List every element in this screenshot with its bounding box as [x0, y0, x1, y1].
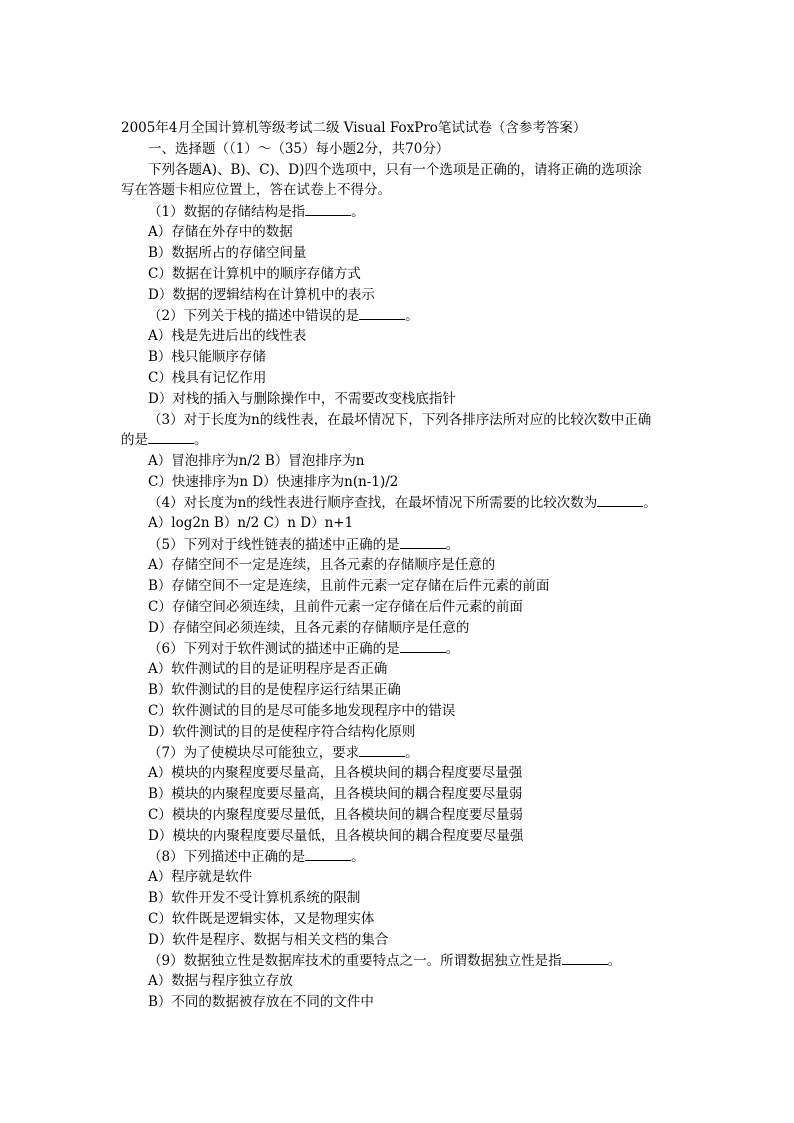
question-3-line-1: （3）对于长度为n的线性表，在最坏情况下，下列各排序法所对应的比较次数中正确	[148, 412, 652, 428]
option-1d: D）数据的逻辑结构在计算机中的表示	[148, 287, 375, 303]
question-7	[148, 743, 419, 763]
answer-blank	[400, 536, 446, 549]
question-text: （8）下列描述中正确的是	[148, 849, 306, 865]
question-text: （1）数据的存储结构是指	[148, 204, 306, 220]
end-mark: 。	[351, 849, 365, 865]
end-mark: 。	[405, 745, 419, 761]
answer-blank	[359, 744, 405, 757]
option-5d: D）存储空间必须连续，且各元素的存储顺序是任意的	[148, 620, 470, 636]
option-2d: D）对栈的插入与删除操作中，不需要改变栈底指针	[148, 391, 456, 407]
option-9a: A）数据与程序独立存放	[148, 973, 293, 989]
question-4	[148, 493, 657, 513]
option-5c: C）存储空间必须连续，且前件元素一定存储在后件元素的前面	[148, 599, 523, 615]
question-1	[148, 202, 365, 222]
option-3ab: A）冒泡排序为n/2 B）冒泡排序为n	[148, 453, 365, 469]
end-mark: 。	[405, 308, 419, 324]
question-text: （6）下列对于软件测试的描述中正确的是	[148, 641, 400, 657]
question-text: （5）下列对于线性链表的描述中正确的是	[148, 537, 400, 553]
question-text: （7）为了使模块尽可能独立，要求	[148, 745, 360, 761]
question-8	[148, 847, 365, 867]
answer-blank	[305, 848, 351, 861]
option-1b: B）数据所占的存储空间量	[148, 245, 307, 261]
option-7c: C）模块的内聚程度要尽量低，且各模块间的耦合程度要尽量弱	[148, 807, 523, 823]
option-6c: C）软件测试的目的是尽可能多地发现程序中的错误	[148, 703, 456, 719]
option-6b: B）软件测试的目的是使程序运行结果正确	[148, 682, 401, 698]
option-1c: C）数据在计算机中的顺序存储方式	[148, 266, 361, 282]
option-7b: B）模块的内聚程度要尽量高，且各模块间的耦合程度要尽量弱	[148, 786, 523, 802]
question-6	[148, 639, 459, 659]
instructions-line-1: 下列各题A)、B)、C)、D)四个选项中，只有一个选项是正确的，请将正确的选项涂	[148, 162, 642, 178]
answer-blank	[400, 640, 446, 653]
option-5b: B）存储空间不一定是连续，且前件元素一定存储在后件元素的前面	[148, 578, 550, 594]
option-2a: A）栈是先进后出的线性表	[148, 328, 307, 344]
exam-title: 2005年4月全国计算机等级考试二级 Visual FoxPro笔试试卷（含参考答案）	[121, 120, 587, 136]
question-5	[148, 535, 459, 555]
answer-blank	[597, 494, 643, 507]
question-text: （4）对长度为n的线性表进行顺序查找，在最坏情况下所需要的比较次数为	[148, 495, 598, 511]
option-2c: C）栈具有记忆作用	[148, 370, 267, 386]
answer-blank	[562, 952, 608, 965]
end-mark: 。	[643, 495, 657, 511]
answer-blank	[359, 307, 405, 320]
option-7a: A）模块的内聚程度要尽量高，且各模块间的耦合程度要尽量强	[148, 765, 523, 781]
option-9b: B）不同的数据被存放在不同的文件中	[148, 994, 374, 1010]
option-7d: D）模块的内聚程度要尽量低，且各模块间的耦合程度要尽量强	[148, 828, 524, 844]
answer-blank	[148, 431, 194, 444]
section-heading: 一、选择题（（1）～（35）每小题2分，共70分）	[148, 141, 450, 157]
end-mark: 。	[607, 953, 622, 969]
option-8b: B）软件开发不受计算机系统的限制	[148, 890, 361, 906]
option-6d: D）软件测试的目的是使程序符合结构化原则	[148, 724, 416, 740]
question-2	[148, 306, 419, 326]
option-8c: C）软件既是逻辑实体，又是物理实体	[148, 911, 375, 927]
option-3cd: C）快速排序为n D）快速排序为n(n-1)/2	[148, 474, 399, 490]
question-3-line-2	[121, 430, 208, 450]
option-6a: A）软件测试的目的是证明程序是否正确	[148, 661, 388, 677]
end-mark: 。	[194, 432, 208, 448]
option-8d: D）软件是程序、数据与相关文档的集合	[148, 932, 389, 948]
end-mark: 。	[351, 204, 365, 220]
end-mark: 。	[445, 641, 460, 657]
option-5a: A）存储空间不一定是连续，且各元素的存储顺序是任意的	[148, 557, 496, 573]
option-8a: A）程序就是软件	[148, 869, 253, 885]
instructions-line-2: 写在答题卡相应位置上，答在试卷上不得分。	[121, 182, 391, 198]
question-9	[148, 951, 621, 971]
question-text: （2）下列关于栈的描述中错误的是	[148, 308, 360, 324]
question-text: （9）数据独立性是数据库技术的重要特点之一。所谓数据独立性是指	[148, 953, 562, 969]
question-text: 的是	[121, 432, 148, 448]
option-4: A）log2n B）n/2 C）n D）n+1	[148, 515, 354, 531]
option-1a: A）存储在外存中的数据	[148, 224, 293, 240]
end-mark: 。	[445, 537, 460, 553]
option-2b: B）栈只能顺序存储	[148, 349, 266, 365]
answer-blank	[305, 203, 351, 216]
